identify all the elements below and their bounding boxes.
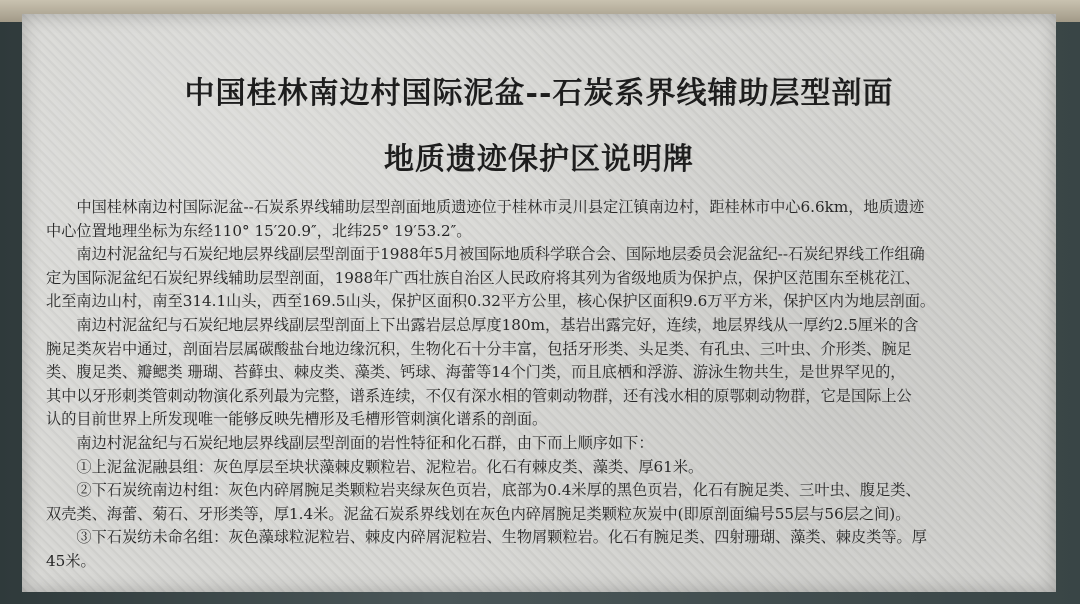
body-line: 北至南边山村，南至314.1山头，西至169.5山头，保护区面积0.32平方公里，核心保护区面积9.6万平方米，保护区内为地层剖面。 — [46, 292, 936, 311]
body-line: ①上泥盆泥融县组：灰色厚层至块状藻棘皮颗粒岩、泥粒岩。化石有棘皮类、藻类、厚61米。 — [76, 457, 704, 476]
body-line: ②下石炭统南边村组：灰色内碎屑腕足类颗粒岩夹绿灰色页岩，底部为0.4米厚的黑色页岩，化石有腕足类、三叶虫、腹足类、 — [76, 481, 921, 500]
body-line: 其中以牙形刺类管刺动物演化系列最为完整，谱系连续，不仅有深水相的管刺动物群，还有浅水相的原鄂刺动物群，它是国际上公 — [46, 386, 912, 405]
stone-sign-board — [22, 14, 1056, 592]
body-line: ③下石炭纺未命名组：灰色藻球粒泥粒岩、棘皮内碎屑泥粒岩、生物屑颗粒岩。化石有腕足类、四射珊瑚、藻类、棘皮类等。厚 — [76, 528, 927, 547]
sign-title: 中国桂林南边村国际泥盆--石炭系界线辅助层型剖面 — [184, 76, 894, 111]
body-line: 南边村泥盆纪与石炭纪地层界线副层型剖面上下出露岩层总厚度180m，基岩出露完好，连续，地层界线从一厚约2.5厘米的含 — [76, 315, 919, 334]
body-line: 认的目前世界上所发现唯一能够反映先槽形及毛槽形管刺演化谱系的剖面。 — [46, 410, 548, 429]
body-line: 定为国际泥盆纪石炭纪界线辅助层型剖面，1988年广西壮族自治区人民政府将其列为省级地质为保护点，保护区范围东至桃花江、 — [46, 268, 920, 287]
body-line: 45米。 — [46, 551, 96, 570]
body-line: 南边村泥盆纪与石炭纪地层界线副层型剖面的岩性特征和化石群，由下而上顺序如下： — [76, 433, 654, 452]
body-line: 南边村泥盆纪与石炭纪地层界线副层型剖面于1988年5月被国际地质科学联合会、国际地层委员会泥盆纪--石炭纪界线工作组确 — [76, 245, 925, 264]
body-line: 双壳类、海蕾、菊石、牙形类等，厚1.4米。泥盆石炭系界线划在灰色内碎屑腕足类颗粒灰炭中(即原剖面编号55层与56层之间)。 — [46, 504, 911, 523]
sign-subtitle: 地质遗迹保护区说明牌 — [384, 142, 694, 177]
body-line: 中心位置地理坐标为东经110° 15′20.9″，北纬25° 19′53.2″。 — [46, 221, 472, 240]
body-line: 类、腹足类、瓣鳃类 珊瑚、苔藓虫、棘皮类、藻类、钙球、海蕾等14个门类，而且底栖和浮游、游泳生物共生，是世界罕见的， — [46, 363, 906, 382]
body-line: 腕足类灰岩中通过，剖面岩层属碳酸盐台地边缘沉积，生物化石十分丰富，包括牙形类、头足类、有孔虫、三叶虫、介形类、腕足 — [46, 339, 912, 358]
body-line: 中国桂林南边村国际泥盆--石炭系界线辅助层型剖面地质遗迹位于桂林市灵川县定江镇南边村，距桂林市中心6.6km，地质遗迹 — [76, 198, 925, 216]
sign-body-text — [46, 196, 1048, 574]
